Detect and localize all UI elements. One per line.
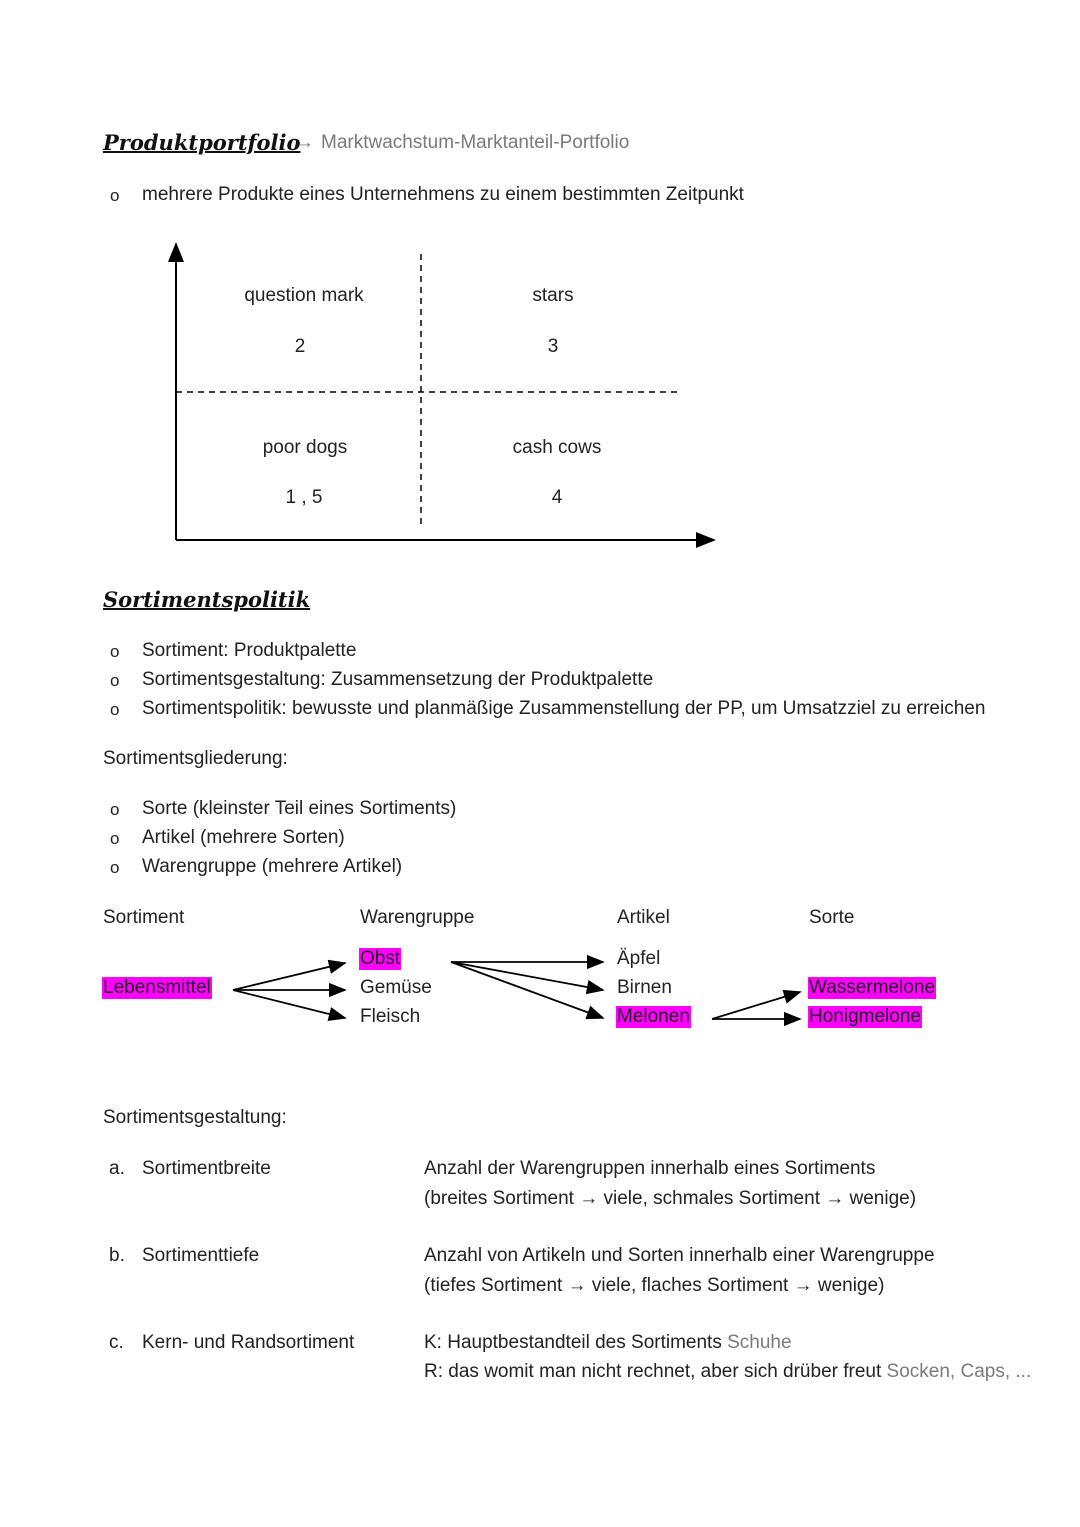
tree-header-artikel: Artikel	[617, 907, 670, 928]
arrow-lebensmittel-obst	[233, 963, 345, 990]
section-title-produktportfolio: Produktportfolio	[103, 130, 301, 155]
tree-header-warengruppe: Warengruppe	[360, 907, 475, 928]
arrow-lebensmittel-fleisch	[233, 990, 345, 1018]
quadrant-poor-dogs-value: 1 , 5	[285, 487, 323, 508]
tree-header-sortiment: Sortiment	[103, 907, 185, 928]
definition-line: (tiefes Sortiment → viele, flaches Sortiment → wenige)	[424, 1275, 885, 1296]
term-sortimentbreite: Sortimentbreite	[142, 1158, 271, 1179]
definition-line: (breites Sortiment → viele, schmales Sortiment → wenige)	[424, 1188, 917, 1209]
tree-node-fleisch: Fleisch	[360, 1006, 421, 1027]
portfolio-description: mehrere Produkte eines Unternehmens zu einem bestimmten Zeitpunkt	[142, 184, 744, 205]
arrow-melonen-wassermelone	[712, 992, 800, 1019]
term-sortimenttiefe: Sortimenttiefe	[142, 1245, 260, 1266]
example-note: Schuhe	[727, 1332, 792, 1353]
quadrant-cash-cows-value: 4	[551, 487, 563, 508]
list-item: Sortimentspolitik: bewusste und planmäßige Zusammenstellung der PP, um Umsatzziel zu erreichen	[142, 698, 986, 719]
definition-line	[424, 1332, 792, 1354]
tree-node-lebensmittel: Lebensmittel	[103, 977, 211, 998]
bullet-marker: o	[110, 800, 120, 819]
quadrant-stars-value: 3	[547, 336, 559, 357]
definition-text: K: Hauptbestandteil des Sortiments	[424, 1332, 722, 1353]
quadrant-stars-label: stars	[532, 285, 574, 306]
gliederung-label: Sortimentsgliederung:	[103, 748, 288, 769]
section-subtitle: Marktwachstum-Marktanteil-Portfolio	[321, 132, 630, 153]
item-marker: a.	[109, 1158, 125, 1179]
definition-line: Anzahl der Warengruppen innerhalb eines Sortiments	[424, 1158, 876, 1179]
list-item: Sortiment: Produktpalette	[142, 640, 357, 661]
term-kern-randsortiment: Kern- und Randsortiment	[142, 1332, 355, 1353]
bullet-marker: o	[110, 858, 120, 877]
quadrant-cash-cows-label: cash cows	[512, 437, 602, 458]
bullet-marker: o	[110, 829, 120, 848]
bullet-marker: o	[110, 700, 120, 719]
arrow-obst-melonen	[451, 962, 603, 1018]
definition-line	[424, 1361, 1031, 1383]
tree-node-gemuese: Gemüse	[360, 977, 432, 998]
tree-header-sorte: Sorte	[809, 907, 855, 928]
tree-node-birnen: Birnen	[617, 977, 672, 998]
tree-node-melonen: Melonen	[617, 1006, 690, 1027]
definition-text: R: das womit man nicht rechnet, aber sich drüber freut	[424, 1361, 882, 1382]
arrow-icon: →	[295, 132, 314, 153]
quadrant-question-mark-value: 2	[294, 336, 306, 357]
tree-node-obst: Obst	[360, 948, 401, 969]
list-item: Warengruppe (mehrere Artikel)	[142, 856, 403, 877]
tree-node-aepfel: Äpfel	[617, 948, 661, 969]
bullet-marker: o	[110, 186, 120, 205]
arrow-obst-birnen	[451, 962, 603, 990]
section-title-sortimentspolitik: Sortimentspolitik	[103, 587, 311, 612]
definition-line: Anzahl von Artikeln und Sorten innerhalb einer Warengruppe	[424, 1245, 935, 1266]
example-note: Socken, Caps, ...	[886, 1361, 1032, 1382]
quadrant-question-mark-label: question mark	[244, 285, 364, 306]
list-item: Sorte (kleinster Teil eines Sortiments)	[142, 798, 457, 819]
item-marker: b.	[109, 1245, 125, 1266]
list-item: Artikel (mehrere Sorten)	[142, 827, 345, 848]
tree-node-honigmelone: Honigmelone	[809, 1006, 921, 1027]
item-marker: c.	[109, 1332, 124, 1353]
bullet-marker: o	[110, 642, 120, 661]
quadrant-poor-dogs-label: poor dogs	[262, 437, 348, 458]
bullet-marker: o	[110, 671, 120, 690]
tree-node-wassermelone: Wassermelone	[809, 977, 936, 998]
list-item: Sortimentsgestaltung: Zusammensetzung der Produktpalette	[142, 669, 654, 690]
gestaltung-label: Sortimentsgestaltung:	[103, 1107, 287, 1128]
